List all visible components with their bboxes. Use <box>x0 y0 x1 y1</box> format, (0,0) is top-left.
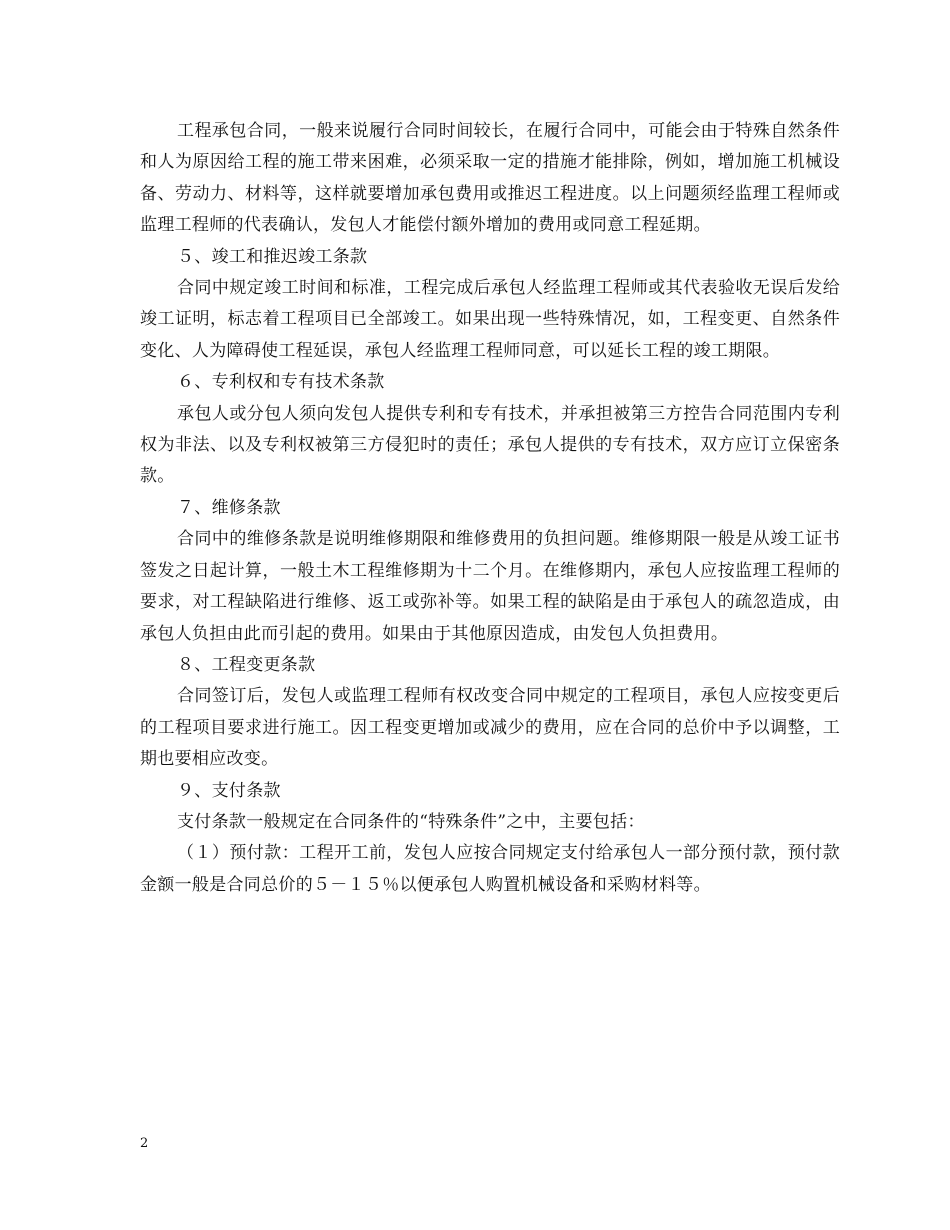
heading-completion-clause: ５、竣工和推迟竣工条款 <box>177 246 368 267</box>
heading-change-clause: ８、工程变更条款 <box>177 654 316 675</box>
paragraph-contract-duration: 工程承包合同，一般来说履行合同时间较长，在履行合同中，可能会由于特殊自然条件和人为原因给工程的施工带来困难，必须采取一定的措施才能排除，例如，增加施工机械设备、劳动力、材料等，这样就要增加承包费用或推迟工程进度。以上问题须经监理工程师或监理工程师的代表确认，发包人才能偿付额外增加的费用或同意工程延期。 <box>140 121 840 236</box>
heading-maintenance-clause: ７、维修条款 <box>177 497 281 518</box>
paragraph-advance-payment: （１）预付款：工程开工前，发包人应按合同规定支付给承包人一部分预付款，预付款金额一般是合同总价的５－１５％以便承包人购置机械设备和采购材料等。 <box>140 843 840 895</box>
paragraph-completion: 合同中规定竣工时间和标准，工程完成后承包人经监理工程师或其代表验收无误后发给竣工证明，标志着工程项目已全部竣工。如果出现一些特殊情况，如，工程变更、自然条件变化、人为障碍使工程延误，承包人经监理工程师同意，可以延长工程的竣工期限。 <box>140 278 840 361</box>
document-body <box>140 116 840 901</box>
heading-patent-clause: ６、专利权和专有技术条款 <box>177 372 385 393</box>
heading-payment-clause: ９、支付条款 <box>177 780 281 801</box>
paragraph-change: 合同签订后，发包人或监理工程师有权改变合同中规定的工程项目，承包人应按变更后的工程项目要求进行施工。因工程变更增加或减少的费用，应在合同的总价中予以调整，工期也要相应改变。 <box>140 686 840 770</box>
page-number: 2 <box>140 1136 149 1151</box>
paragraph-maintenance: 合同中的维修条款是说明维修期限和维修费用的负担问题。维修期限一般是从竣工证书签发之日起计算，一般土木工程维修期为十二个月。在维修期内，承包人应按监理工程师的要求，对工程缺陷进行维修、返工或弥补等。如果工程的缺陷是由于承包人的疏忽造成，由承包人负担由此而引起的费用。如果由于其他原因造成，由发包人负担费用。 <box>140 529 840 644</box>
paragraph-patent: 承包人或分包人须向发包人提供专利和专有技术，并承担被第三方控告合同范围内专利权为非法、以及专利权被第三方侵犯时的责任；承包人提供的专有技术，双方应订立保密条款。 <box>140 403 840 487</box>
paragraph-payment-intro: 支付条款一般规定在合同条件的“特殊条件”之中，主要包括： <box>177 811 645 832</box>
